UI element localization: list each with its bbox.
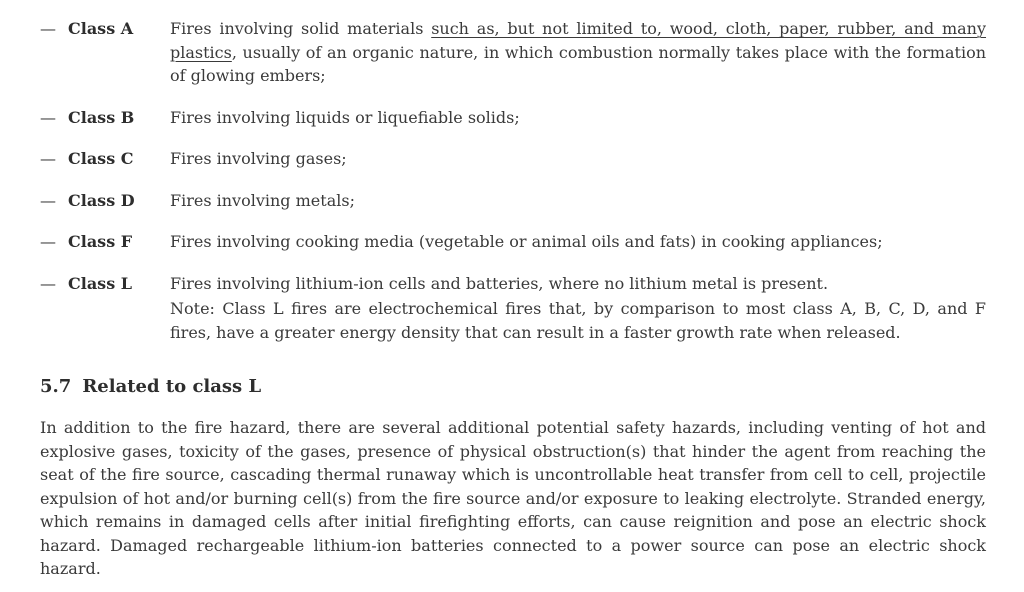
section-number: 5.7 [40, 376, 72, 397]
fire-class-item-c [40, 147, 986, 171]
section-title: Related to class L [82, 376, 262, 397]
fire-class-item-d [40, 189, 986, 213]
dash-bullet: — [40, 190, 56, 210]
class-description: Fires involving liquids or liquefiable solids; [170, 107, 520, 127]
class-term: Class F [68, 232, 133, 251]
description-text: Fires involving lithium-ion cells and batteries, where no lithium metal is present. [170, 273, 829, 293]
class-description [170, 17, 986, 88]
dash-bullet: — [40, 149, 56, 168]
class-term: Class A [68, 19, 134, 38]
inserted-underlined-text: such as, but not limited to, wood, cloth, paper, rubber, and many plastics [170, 19, 987, 62]
fire-class-item-f [40, 230, 986, 254]
class-term: Class C [68, 149, 134, 168]
dash-bullet: — [40, 273, 56, 293]
class-description: Fires involving gases; [170, 149, 347, 168]
class-term: Class D [68, 190, 135, 210]
class-term: Class B [68, 107, 135, 127]
dash-bullet: — [40, 19, 56, 38]
section-heading [40, 374, 986, 400]
dash-bullet: — [40, 107, 56, 127]
class-description [170, 272, 986, 345]
description-text: Fires involving solid materials [170, 19, 432, 38]
class-description: Fires involving metals; [170, 190, 355, 210]
fire-class-item-a [40, 17, 986, 88]
fire-class-item-b [40, 106, 986, 130]
fire-class-item-l [40, 272, 986, 345]
dash-bullet: — [40, 232, 56, 251]
class-description: Fires involving cooking media (vegetable or animal oils and fats) in cooking appliances; [170, 232, 883, 251]
section-paragraph: In addition to the fire hazard, there are several additional potential safety hazards, including venting of hot and explosive gases, toxicity of the gases, presence of physical obstruction(s) that hinder the agent from reaching the seat of the fire source, cascading thermal runaway which is uncontrollable heat transfer from cell to cell, projectile expulsion of hot and/or burning cell(s) from the fire source and/or exposure to leaking electrolyte. Stranded energy, which remains in damaged cells after initial firefighting efforts, can cause reignition and pose an electric shock hazard. Damaged rechargeable lithium-ion batteries connected to a power source can pose an electric shock hazard. [40, 418, 986, 578]
class-term: Class L [68, 273, 133, 293]
description-text: , usually of an organic nature, in which combustion normally takes place with the formation of glowing embers; [170, 42, 986, 85]
fire-class-list [40, 17, 986, 344]
class-note: Note: Class L fires are electrochemical fires that, by comparison to most class A, B, C, D, and F fires, have a greater energy density that can result in a faster growth rate when released. [170, 299, 986, 342]
